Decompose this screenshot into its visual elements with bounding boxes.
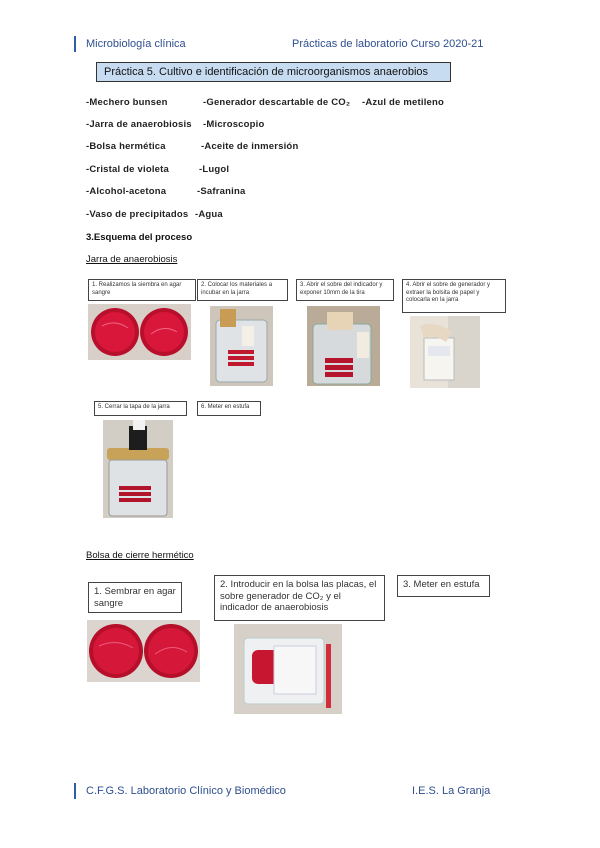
jar-loaded-photo — [210, 306, 273, 386]
material-item: -Generador descartable de CO₂ — [203, 97, 351, 108]
material-item: -Azul de metileno — [362, 97, 445, 108]
material-item: -Mechero bunsen — [86, 97, 168, 108]
jar-heading: Jarra de anaerobiosis — [86, 254, 178, 265]
material-item: -Jarra de anaerobiosis — [86, 119, 192, 130]
material-item: -Safranina — [197, 186, 246, 197]
jar-step-caption: 6. Meter en estufa — [197, 401, 261, 416]
material-item: -Alcohol-acetona — [86, 186, 167, 197]
material-item: -Lugol — [199, 164, 230, 175]
indicator-strip-photo — [307, 306, 380, 386]
generator-sachet-photo — [410, 316, 480, 388]
jar-step-caption: 5. Cerrar la tapa de la jarra — [94, 401, 187, 416]
jar-step-caption: 4. Abrir el sobre de generador y extraer la bolsita de papel y colocarla en la jarra — [402, 279, 506, 313]
header-course: Prácticas de laboratorio Curso 2020-21 — [292, 38, 484, 50]
material-item: -Aceite de inmersión — [201, 141, 299, 152]
jar-step-caption: 1. Realizamos la siembra en agar sangre — [88, 279, 196, 301]
section-heading: 3.Esquema del proceso — [86, 232, 193, 243]
sealed-bag-photo — [234, 624, 342, 714]
material-item: -Cristal de violeta — [86, 164, 169, 175]
bag-heading: Bolsa de cierre hermético — [86, 550, 194, 561]
agar-plates-photo — [87, 620, 200, 682]
bag-step-caption: 1. Sembrar en agar sangre — [88, 582, 182, 613]
bag-step-caption: 3. Meter en estufa — [397, 575, 490, 597]
header-subject: Microbiología clínica — [86, 38, 186, 50]
material-item: -Bolsa hermética — [86, 141, 166, 152]
material-item: -Agua — [195, 209, 223, 220]
jar-step-caption: 3. Abrir el sobre del indicador y exponer 10mm de la tira — [296, 279, 394, 301]
footer-program: C.F.G.S. Laboratorio Clínico y Biomédico — [86, 785, 286, 797]
footer-accent-bar — [74, 783, 76, 799]
material-item: -Microscopio — [203, 119, 265, 130]
agar-plates-photo — [88, 304, 191, 360]
jar-step-caption: 2. Colocar los materiales a incubar en la jarra — [197, 279, 288, 301]
closed-jar-photo — [103, 420, 173, 518]
practice-title: Práctica 5. Cultivo e identificación de microorganismos anaerobios — [96, 62, 451, 82]
material-item: -Vaso de precipitados — [86, 209, 189, 220]
bag-step-caption: 2. Introducir en la bolsa las placas, el sobre generador de CO₂ y el indicador de anaerobiosis — [214, 575, 385, 621]
footer-school: I.E.S. La Granja — [412, 785, 491, 797]
header-accent-bar — [74, 36, 76, 52]
